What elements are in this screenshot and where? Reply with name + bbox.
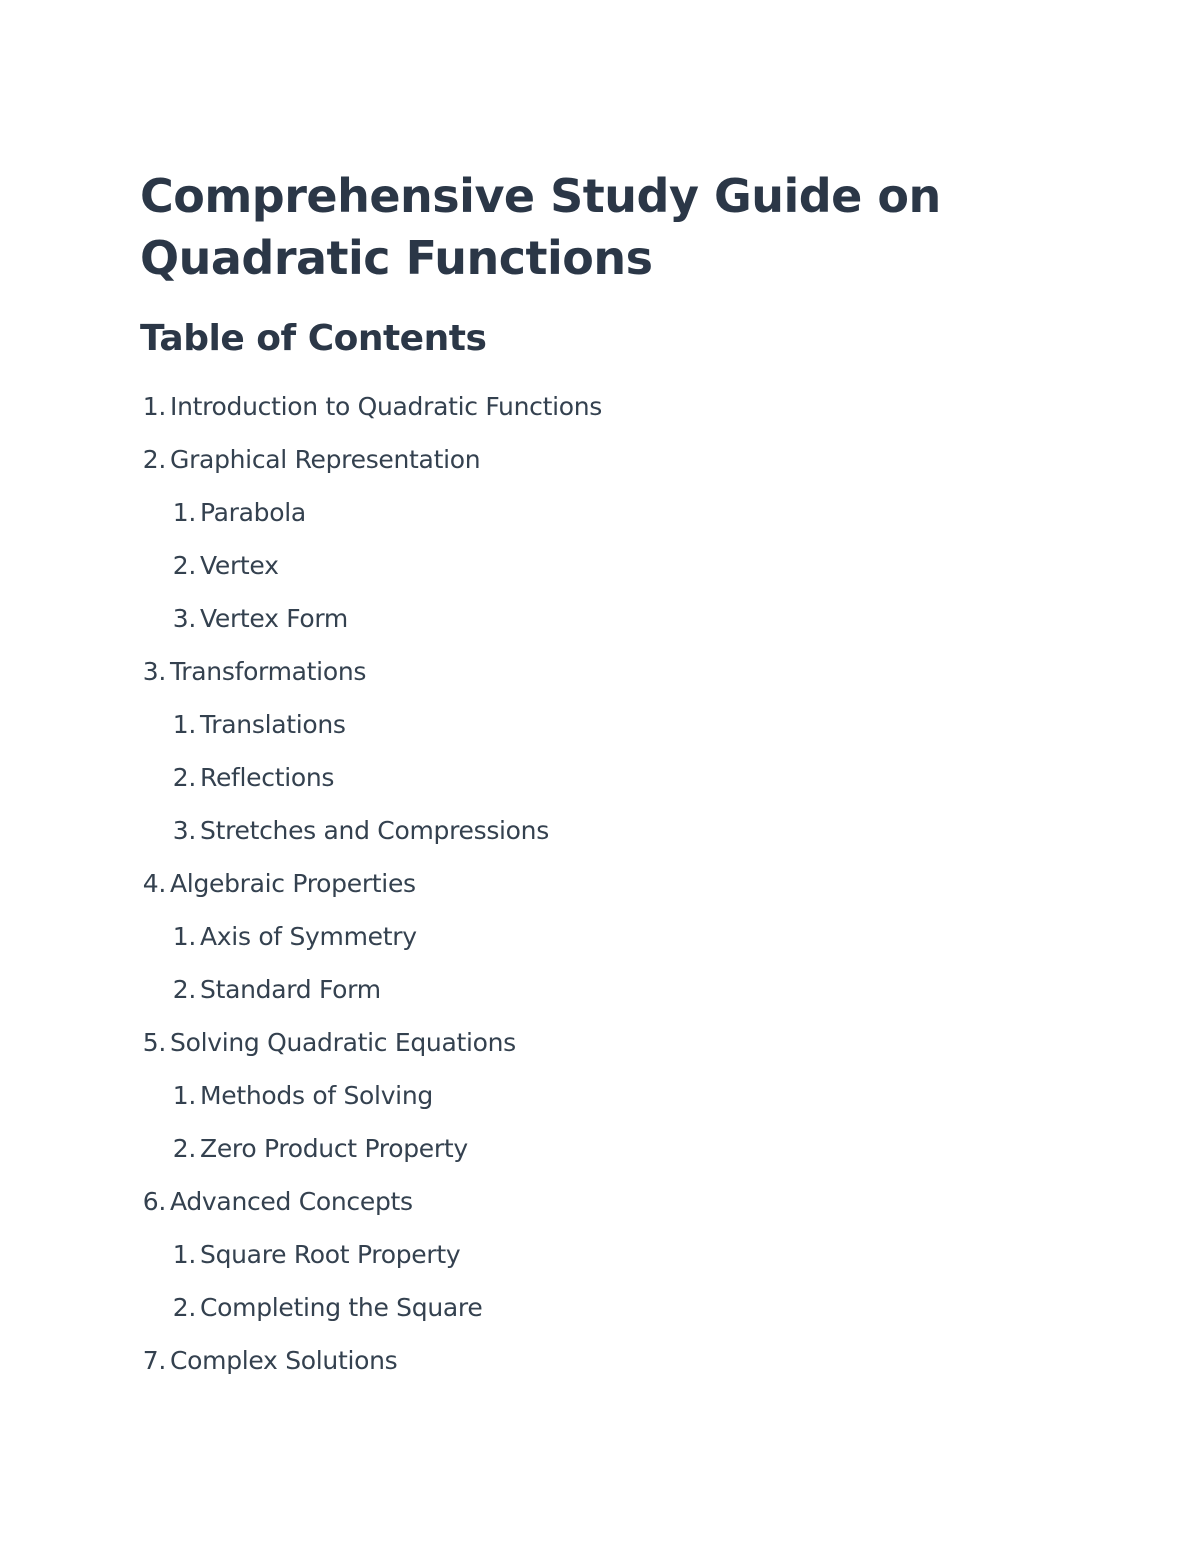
toc-item-number: 4. [142,869,166,898]
toc-item-label: Translations [200,710,346,739]
toc-subsection-item[interactable] [0,804,1200,857]
toc-subsection-item[interactable] [0,1228,1200,1281]
toc-heading: Table of Contents [140,318,487,359]
toc-item-label: Stretches and Compressions [200,816,549,845]
table-of-contents [0,380,1200,1387]
toc-item-label: Advanced Concepts [170,1187,413,1216]
toc-subsection-item[interactable] [0,1281,1200,1334]
toc-subsection-item[interactable] [0,698,1200,751]
toc-item-number: 1. [142,392,166,421]
toc-item-number: 1. [172,1240,196,1269]
toc-item-label: Zero Product Property [200,1134,468,1163]
toc-item-label: Transformations [170,657,367,686]
toc-subsection-item[interactable] [0,910,1200,963]
toc-item-number: 1. [172,710,196,739]
toc-item-label: Algebraic Properties [170,869,416,898]
toc-item-label: Methods of Solving [200,1081,433,1110]
toc-item-number: 6. [142,1187,166,1216]
toc-section-item[interactable] [0,645,1200,698]
toc-subsection-item[interactable] [0,539,1200,592]
toc-item-label: Completing the Square [200,1293,483,1322]
toc-item-number: 2. [172,975,196,1004]
toc-subsection-item[interactable] [0,592,1200,645]
toc-item-label: Reflections [200,763,335,792]
toc-item-label: Square Root Property [200,1240,461,1269]
toc-item-label: Vertex [200,551,279,580]
toc-section-item[interactable] [0,857,1200,910]
toc-item-number: 5. [142,1028,166,1057]
toc-item-number: 7. [142,1346,166,1375]
toc-item-number: 1. [172,498,196,527]
toc-item-label: Axis of Symmetry [200,922,417,951]
toc-section-item[interactable] [0,1016,1200,1069]
toc-item-label: Graphical Representation [170,445,481,474]
toc-item-number: 2. [172,763,196,792]
toc-section-item[interactable] [0,380,1200,433]
toc-section-item[interactable] [0,1334,1200,1387]
toc-subsection-item[interactable] [0,1122,1200,1175]
toc-subsection-item[interactable] [0,963,1200,1016]
toc-item-number: 3. [172,816,196,845]
toc-item-number: 2. [172,1134,196,1163]
toc-item-label: Introduction to Quadratic Functions [170,392,602,421]
toc-item-number: 3. [172,604,196,633]
toc-item-label: Vertex Form [200,604,348,633]
toc-item-number: 2. [172,1293,196,1322]
document-title: Comprehensive Study Guide on Quadratic Functions [140,169,941,285]
toc-subsection-item[interactable] [0,1069,1200,1122]
toc-item-number: 3. [142,657,166,686]
toc-item-number: 2. [172,551,196,580]
toc-item-label: Standard Form [200,975,381,1004]
toc-subsection-item[interactable] [0,486,1200,539]
toc-item-label: Complex Solutions [170,1346,398,1375]
toc-item-number: 1. [172,922,196,951]
toc-subsection-item[interactable] [0,751,1200,804]
toc-item-label: Solving Quadratic Equations [170,1028,516,1057]
toc-item-label: Parabola [200,498,306,527]
toc-item-number: 2. [142,445,166,474]
toc-section-item[interactable] [0,1175,1200,1228]
toc-section-item[interactable] [0,433,1200,486]
toc-item-number: 1. [172,1081,196,1110]
